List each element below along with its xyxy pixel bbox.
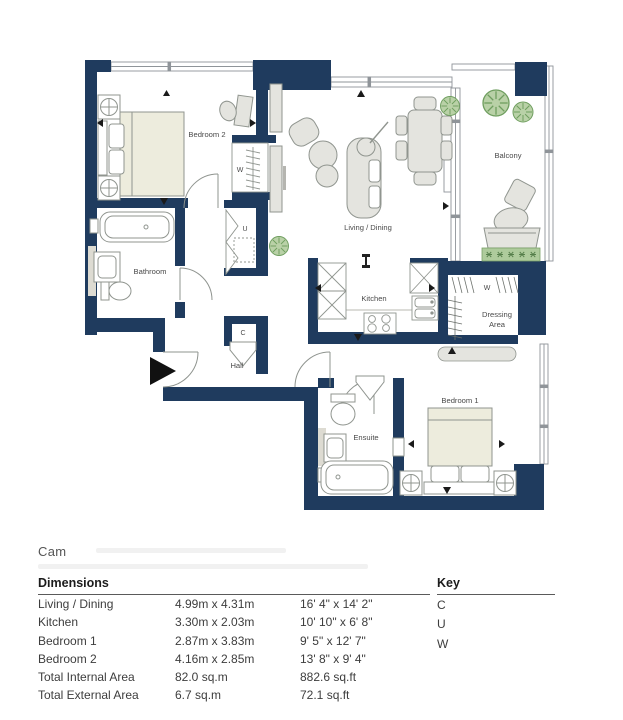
- dim-metric: 4.99m x 4.31m: [175, 597, 255, 611]
- entrance-arrow-icon: [150, 357, 176, 385]
- key-item-utility: U: [437, 617, 446, 632]
- wardrobe-marker-dressing: W: [483, 285, 491, 292]
- room-label-kitchen: Kitchen: [361, 294, 387, 303]
- table-row: [38, 686, 430, 704]
- dressing-wardrobe-icon: [438, 277, 518, 361]
- bedroom2-furniture: [98, 95, 253, 200]
- dim-room: Bedroom 1: [38, 633, 97, 648]
- room-label-dressing-line1: Dressing: [482, 310, 512, 319]
- dim-room: Total External Area: [38, 688, 139, 703]
- dim-imperial: 882.6 sq.ft: [300, 670, 357, 685]
- key-item-cupboard: C: [437, 598, 446, 612]
- dim-imperial: 72.1 sq.ft: [300, 688, 350, 703]
- dim-metric: 6.7 sq.m: [175, 688, 222, 703]
- room-label-ensuite: Ensuite: [353, 433, 379, 442]
- faded-text-artifact: [96, 548, 286, 553]
- table-row: [38, 595, 430, 613]
- ensuite-fixtures: [318, 394, 393, 494]
- dimensions-panel: [38, 576, 430, 705]
- dim-room: Total Internal Area: [38, 670, 135, 685]
- dim-imperial: 10' 10" x 6' 8": [300, 615, 373, 630]
- living-furniture: [270, 84, 452, 218]
- dim-room: Living / Dining: [38, 597, 114, 611]
- room-label-bedroom2: Bedroom 2: [188, 130, 226, 139]
- key-heading: Key: [437, 576, 555, 595]
- bathroom-fixtures: [88, 212, 174, 300]
- cupboard-marker: C: [240, 330, 246, 337]
- dim-metric: 82.0 sq.m: [175, 670, 228, 685]
- dimensions-heading: Dimensions: [38, 576, 430, 595]
- table-row: [38, 632, 430, 650]
- utility-marker: U: [242, 226, 248, 233]
- table-row: [38, 650, 430, 668]
- section-marker-icon: [362, 254, 370, 268]
- room-label-balcony: Balcony: [494, 151, 522, 160]
- room-label-bathroom: Bathroom: [133, 267, 167, 276]
- balcony-furniture: [484, 178, 540, 248]
- dim-metric: 2.87m x 3.83m: [175, 633, 255, 648]
- development-title: Cam: [38, 544, 67, 559]
- dim-imperial: 13' 8" x 9' 4": [300, 651, 366, 666]
- utility-cupboard-icon: [226, 210, 254, 274]
- bedroom1-furniture: [400, 408, 516, 495]
- table-row: [38, 668, 430, 686]
- wardrobe-marker-bedroom2: W: [236, 167, 244, 174]
- dim-room: Kitchen: [38, 615, 79, 630]
- dim-imperial: 9' 5" x 12' 7": [300, 633, 366, 648]
- room-label-hall: Hall: [230, 361, 244, 370]
- faded-text-artifact: [38, 564, 368, 569]
- room-label-bedroom1: Bedroom 1: [441, 396, 479, 405]
- dim-metric: 3.30m x 2.03m: [175, 615, 255, 630]
- table-row: [38, 613, 430, 631]
- key-item-wardrobe: W: [437, 636, 449, 651]
- key-panel: [437, 576, 555, 653]
- dim-room: Bedroom 2: [38, 651, 97, 666]
- room-label-living-dining: Living / Dining: [344, 223, 392, 232]
- dim-metric: 4.16m x 2.85m: [175, 651, 255, 666]
- dim-imperial: 16' 4" x 14' 2": [300, 597, 373, 611]
- room-label-dressing-line2: Area: [488, 320, 506, 329]
- hedge-icon: [482, 248, 540, 261]
